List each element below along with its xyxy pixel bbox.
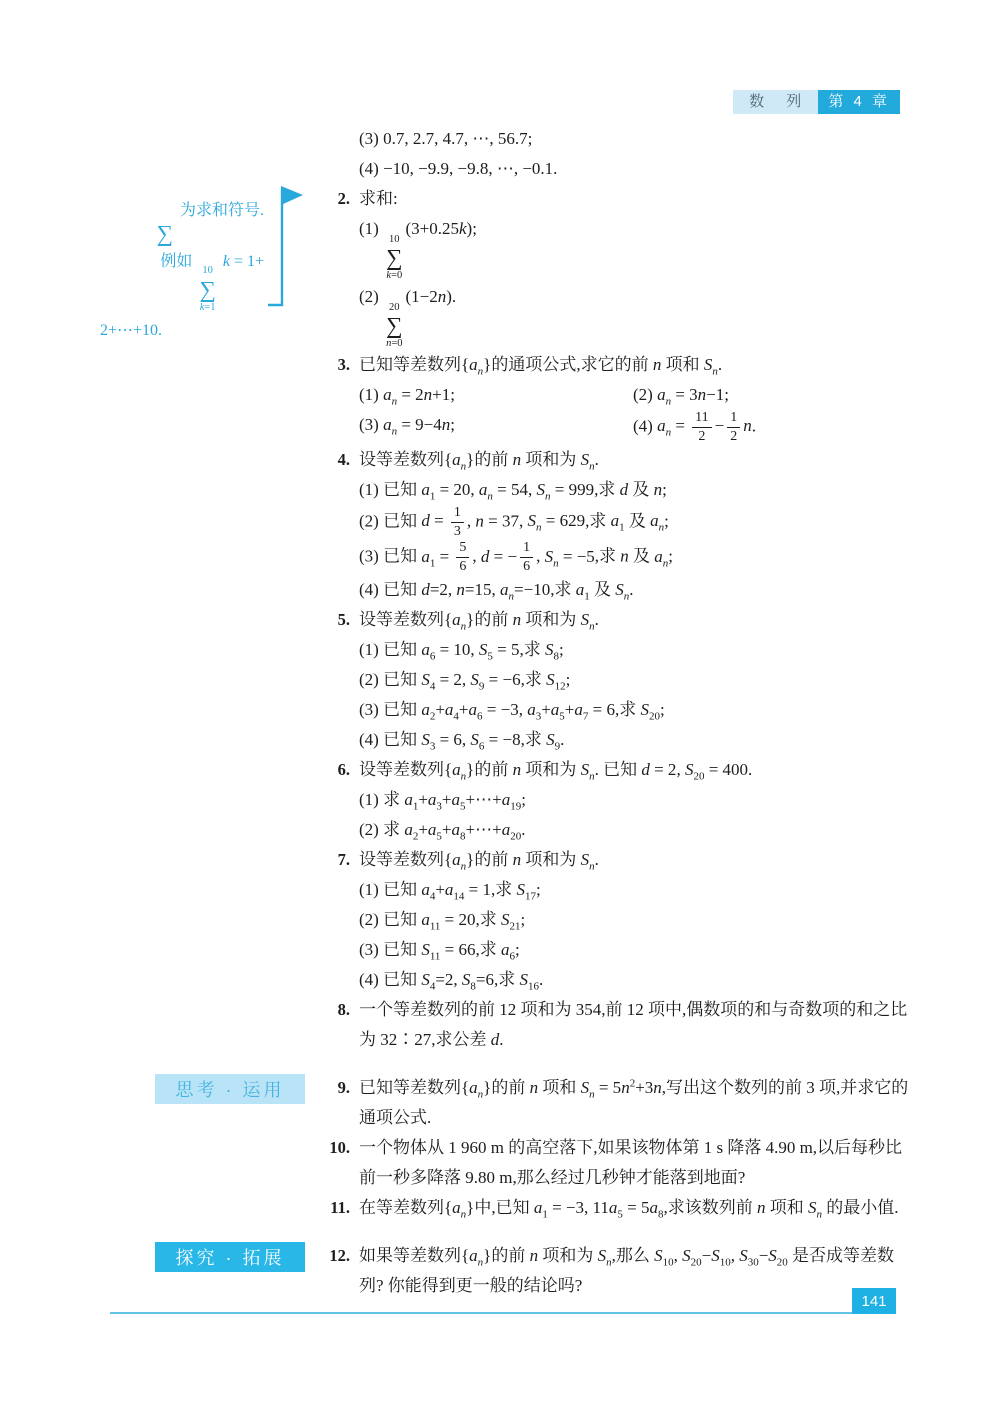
exercise-body — [359, 755, 910, 845]
fraction: $\frac{1}{6}$ — [520, 540, 533, 575]
fraction: $\frac{11}{2}$ — [692, 410, 711, 445]
exercise-row — [322, 845, 910, 995]
exercise-line: 求和: — [359, 189, 398, 208]
exercise-line: 已知等差数列$\{a_n\}$的前 n 项和 $S_n = 5n^2+3n$,写出这个数列的前 3 项,并求它的通项公式. — [359, 1077, 909, 1128]
exercise-row — [322, 995, 910, 1055]
exercise-body — [359, 605, 910, 755]
exercise-number: 3. — [337, 354, 350, 374]
exercise-row — [175, 1241, 910, 1301]
exercise-line: (4) 已知 $S_4=2$, $S_8=6$,求 $S_{16}$. — [359, 970, 544, 993]
exercise-line: (3) 已知 $S_{11} = 66$,求 $a_6$; — [359, 940, 520, 963]
exercise-subitem: (1) $a_n = 2n+1$; — [359, 384, 455, 408]
exercise-line: (2) 已知 $a_{11} = 20$,求 $S_{21}$; — [359, 910, 526, 933]
fraction: $\frac{5}{6}$ — [456, 540, 469, 575]
exercise-body — [359, 1241, 910, 1301]
exercise-line: (4) −10, −9.9, −9.8, ⋯, −0.1. — [359, 159, 558, 178]
exercise-subitem: (2) $a_n = 3n-1$; — [633, 384, 729, 408]
exercise-body — [359, 1193, 910, 1223]
exercise-body — [359, 845, 910, 995]
exercise-line: (4) 已知 $S_3 = 6$, $S_6 = -8$,求 $S_9$. — [359, 730, 565, 753]
exercise-subitem: (3) $a_n = 9-4n$; — [359, 414, 455, 438]
exercise-number: 10. — [329, 1138, 350, 1158]
exercise-number: 5. — [337, 610, 350, 630]
exercise-line: (1) 已知 $a_1 = 20$, $a_n = 54$, $S_n = 999$,求 d 及 n; — [359, 479, 667, 503]
margin-note-line: 2+⋯+10. — [100, 321, 163, 339]
margin-note — [100, 194, 264, 348]
chapter-badge: 第 4 章 — [818, 90, 900, 114]
exercise-line: 设等差数列$\{a_n\}$的前 n 项和为 $S_n$. — [359, 610, 599, 633]
exercise-row — [322, 605, 910, 755]
exercise-line: (3) 已知 $a_2+a_4+a_6 = -3$, $a_3+a_5+a_7 = 6$,求 $S_{20}$; — [359, 700, 665, 723]
exercise-body — [359, 124, 910, 184]
exercise-number: 12. — [329, 1246, 350, 1266]
summation-symbol: ∑ — [156, 221, 173, 247]
exercise-line: (2) 已知 $S_4 = 2$, $S_9 = -6$,求 $S_{12}$; — [359, 670, 571, 693]
exercise-body — [359, 1073, 910, 1133]
exercise-body — [359, 1133, 910, 1193]
exercise-row — [322, 1193, 910, 1223]
exercise-line: (1) 求 $a_1+a_3+a_5+\cdots+a_{19}$; — [359, 790, 526, 813]
exercise-line: (2) 已知 d = $\frac{1}{3}$ , n = 37, $S_n = 629$,求 $a_1$ 及 $a_n$; — [359, 504, 669, 540]
section-label: 探究 · 拓展 — [155, 1242, 305, 1272]
section-label: 思考 · 运用 — [155, 1074, 305, 1104]
exercise-line: (2) 求 $a_2+a_5+a_8+\cdots+a_{20}$. — [359, 820, 526, 843]
exercise-line-columns — [359, 380, 910, 410]
exercise-subitem: (4) $a_n$ = $\frac{11}{2}$ − $\frac{1}{2}$ n. — [633, 409, 756, 444]
exercise-line: 如果等差数列$\{a_n\}$的前 n 项和为 $S_n$,那么 $S_{10}$, $S_{20}-S_{10}$, $S_{30}-S_{20}$ 是否成等差数列? 你能得到更一般的结论吗? — [359, 1246, 895, 1296]
exercise-line: (1) 已知 $a_4+a_{14} = 1$,求 $S_{17}$; — [359, 880, 541, 903]
exercise-line: 设等差数列$\{a_n\}$的前 n 项和为 $S_n$. — [359, 850, 599, 873]
exercise-number: 7. — [337, 850, 350, 870]
exercise-row — [322, 124, 910, 184]
exercise-row — [322, 445, 910, 605]
exercise-line: 一个等差数列的前 12 项和为 354,前 12 项中,偶数项的和与奇数项的和之比为 32∶27,求公差 d. — [359, 1000, 908, 1050]
exercise-body — [359, 995, 910, 1055]
exercise-body — [359, 184, 910, 350]
footer-rule — [110, 1312, 894, 1314]
fraction: $\frac{1}{2}$ — [727, 410, 740, 445]
exercise-row — [322, 184, 910, 350]
fraction: $\frac{1}{3}$ — [451, 505, 464, 540]
page-number-badge: 141 — [852, 1288, 896, 1314]
exercise-line: 已知等差数列$\{a_n\}$的通项公式,求它的前 n 项和 $S_n$. — [359, 354, 723, 378]
exercise-number: 11. — [330, 1198, 350, 1218]
exercise-number: 9. — [337, 1078, 350, 1098]
exercise-line: (4) 已知 d=2, n=15, $a_n=-10$,求 $a_1$ 及 $S_n$. — [359, 580, 634, 603]
exercise-row — [322, 350, 910, 445]
exercise-number — [322, 124, 350, 184]
section-title: 数 列 — [733, 90, 818, 114]
summation-symbol: 20 ∑ n=0 — [386, 301, 403, 349]
exercise-line-columns — [359, 410, 910, 445]
exercise-number: 2. — [337, 189, 350, 208]
exercise-line: (1) 已知 $a_6 = 10$, $S_5 = 5$,求 $S_8$; — [359, 640, 564, 663]
margin-note-line: ∑ 为求和符号. — [156, 202, 264, 247]
exercise-number: 6. — [337, 760, 350, 780]
exercise-line: (1) 10 ∑ k=0 (3+0.25k); — [359, 219, 477, 281]
exercise-line: 设等差数列$\{a_n\}$的前 n 项和为 $S_n$. 已知 d = 2, $S_{20} = 400$. — [359, 760, 753, 783]
exercise-body — [359, 350, 910, 445]
exercise-line: 在等差数列$\{a_n\}$中,已知 $a_1 = -3$, $11a_5 = 5a_8$,求该数列前 n 项和 $S_n$ 的最小值. — [359, 1198, 899, 1221]
exercise-line: 一个物体从 1 960 m 的高空落下,如果该物体第 1 s 降落 4.90 m,以后每秒比前一秒多降落 9.80 m,那么经过几秒钟才能落到地面? — [359, 1138, 903, 1188]
exercise-row — [175, 1073, 910, 1133]
exercise-line: 设等差数列$\{a_n\}$的前 n 项和为 $S_n$. — [359, 449, 599, 473]
exercise-number: 8. — [337, 1000, 350, 1020]
exercise-line: (3) 已知 $a_1$ = $\frac{5}{6}$ , d = − $\frac{1}{6}$ , $S_n = -5$,求 n 及 $a_n$; — [359, 540, 674, 575]
exercise-body — [359, 445, 910, 605]
exercise-number: 4. — [337, 449, 350, 469]
exercise-line: (3) 0.7, 2.7, 4.7, ⋯, 56.7; — [359, 129, 533, 148]
page-header — [733, 90, 900, 114]
margin-note-line: 例如 10 ∑ k=1 k = 1+ — [160, 253, 264, 313]
exercise-line: (2) 20 ∑ n=0 (1−2n). — [359, 286, 457, 349]
flag-bracket-pointer-icon — [266, 186, 306, 310]
summation-symbol: 10 ∑ k=0 — [386, 233, 403, 281]
exercise-row — [322, 755, 910, 845]
exercise-row — [322, 1133, 910, 1193]
summation-symbol: 10 ∑ k=1 — [199, 265, 216, 313]
